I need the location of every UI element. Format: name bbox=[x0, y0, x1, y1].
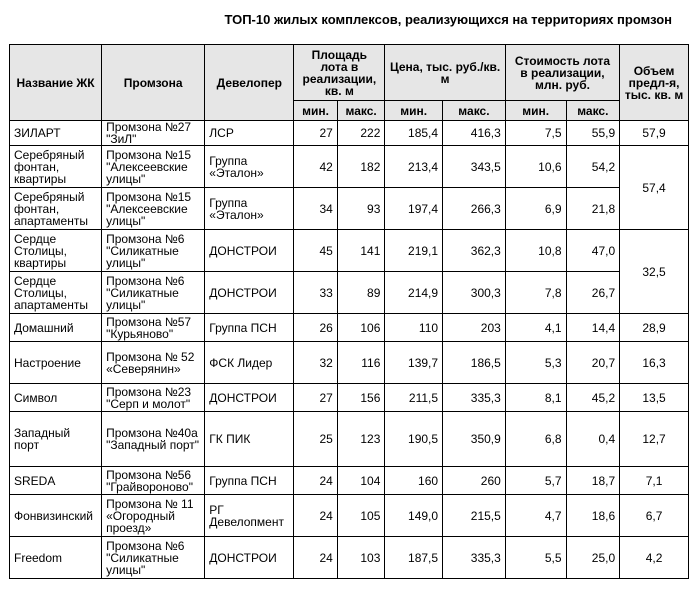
cell-cost-max: 47,0 bbox=[566, 230, 620, 272]
table-row bbox=[10, 272, 689, 314]
cell-volume: 13,5 bbox=[620, 384, 689, 412]
cell-volume: 57,4 bbox=[620, 146, 689, 230]
cell-developer: ГК ПИК bbox=[205, 412, 294, 467]
cell-cost-max: 21,8 bbox=[566, 188, 620, 230]
cell-developer: ДОНСТРОИ bbox=[205, 272, 294, 314]
cell-promzone: Промзона №56 "Грайвороново" bbox=[102, 467, 205, 495]
cell-area-min: 26 bbox=[294, 314, 338, 342]
header-price: Цена, тыс. руб./кв. м bbox=[385, 45, 505, 101]
cell-area-min: 25 bbox=[294, 412, 338, 467]
cell-price-min: 187,5 bbox=[385, 537, 443, 579]
cell-price-max: 335,3 bbox=[443, 384, 506, 412]
header-promzone: Промзона bbox=[102, 45, 205, 121]
cell-cost-min: 6,8 bbox=[505, 412, 566, 467]
cell-price-min: 190,5 bbox=[385, 412, 443, 467]
cell-price-max: 362,3 bbox=[443, 230, 506, 272]
cell-volume: 4,2 bbox=[620, 537, 689, 579]
cell-cost-max: 14,4 bbox=[566, 314, 620, 342]
table-title: ТОП-10 жилых комплексов, реализующихся на территориях промзон bbox=[224, 12, 672, 27]
cell-price-max: 203 bbox=[443, 314, 506, 342]
cell-name: SREDA bbox=[10, 467, 102, 495]
table-row bbox=[10, 146, 689, 188]
cell-promzone: Промзона №57 "Курьяново" bbox=[102, 314, 205, 342]
cell-area-max: 141 bbox=[337, 230, 385, 272]
header-price-max: макс. bbox=[443, 101, 506, 121]
table-row bbox=[10, 412, 689, 467]
cell-volume: 16,3 bbox=[620, 342, 689, 384]
cell-area-max: 156 bbox=[337, 384, 385, 412]
cell-price-min: 139,7 bbox=[385, 342, 443, 384]
cell-name: Серебряный фонтан, квартиры bbox=[10, 146, 102, 188]
cell-cost-min: 8,1 bbox=[505, 384, 566, 412]
table-row bbox=[10, 384, 689, 412]
cell-area-min: 24 bbox=[294, 467, 338, 495]
cell-area-min: 45 bbox=[294, 230, 338, 272]
header-area-min: мин. bbox=[294, 101, 338, 121]
header-price-min: мин. bbox=[385, 101, 443, 121]
header-developer: Девелопер bbox=[205, 45, 294, 121]
cell-developer: Группа ПСН bbox=[205, 467, 294, 495]
cell-area-max: 106 bbox=[337, 314, 385, 342]
cell-promzone: Промзона № 11 «Огородный проезд» bbox=[102, 495, 205, 537]
cell-developer: Группа «Эталон» bbox=[205, 188, 294, 230]
cell-promzone: Промзона №6 "Силикатные улицы" bbox=[102, 537, 205, 579]
cell-cost-max: 18,7 bbox=[566, 467, 620, 495]
cell-area-max: 103 bbox=[337, 537, 385, 579]
cell-promzone: Промзона №15 "Алексеевские улицы" bbox=[102, 188, 205, 230]
cell-name: Сердце Столицы, квартиры bbox=[10, 230, 102, 272]
table-row bbox=[10, 314, 689, 342]
cell-price-min: 149,0 bbox=[385, 495, 443, 537]
cell-cost-min: 7,5 bbox=[505, 121, 566, 146]
data-table bbox=[9, 44, 689, 579]
cell-volume: 7,1 bbox=[620, 467, 689, 495]
cell-area-max: 123 bbox=[337, 412, 385, 467]
cell-volume: 12,7 bbox=[620, 412, 689, 467]
cell-cost-min: 5,3 bbox=[505, 342, 566, 384]
cell-developer: ЛСР bbox=[205, 121, 294, 146]
cell-volume: 57,9 bbox=[620, 121, 689, 146]
cell-cost-min: 6,9 bbox=[505, 188, 566, 230]
cell-price-max: 266,3 bbox=[443, 188, 506, 230]
table-row bbox=[10, 188, 689, 230]
cell-name: Freedom bbox=[10, 537, 102, 579]
cell-price-max: 350,9 bbox=[443, 412, 506, 467]
table-row bbox=[10, 537, 689, 579]
cell-price-max: 343,5 bbox=[443, 146, 506, 188]
cell-developer: ДОНСТРОИ bbox=[205, 537, 294, 579]
cell-developer: ДОНСТРОИ bbox=[205, 384, 294, 412]
cell-area-min: 24 bbox=[294, 495, 338, 537]
cell-price-min: 211,5 bbox=[385, 384, 443, 412]
header-area-max: макс. bbox=[337, 101, 385, 121]
table-row bbox=[10, 467, 689, 495]
cell-promzone: Промзона №6 "Силикатные улицы" bbox=[102, 272, 205, 314]
cell-name: Серебряный фонтан, апартаменты bbox=[10, 188, 102, 230]
cell-name: Символ bbox=[10, 384, 102, 412]
cell-name: Западный порт bbox=[10, 412, 102, 467]
cell-name: ЗИЛАРТ bbox=[10, 121, 102, 146]
cell-name: Домашний bbox=[10, 314, 102, 342]
cell-promzone: Промзона №27 "ЗиЛ" bbox=[102, 121, 205, 146]
cell-price-max: 186,5 bbox=[443, 342, 506, 384]
cell-price-max: 260 bbox=[443, 467, 506, 495]
cell-cost-min: 7,8 bbox=[505, 272, 566, 314]
cell-cost-max: 20,7 bbox=[566, 342, 620, 384]
cell-area-min: 27 bbox=[294, 384, 338, 412]
cell-price-min: 110 bbox=[385, 314, 443, 342]
cell-developer: Группа ПСН bbox=[205, 314, 294, 342]
cell-promzone: Промзона №6 "Силикатные улицы" bbox=[102, 230, 205, 272]
cell-cost-min: 4,1 bbox=[505, 314, 566, 342]
cell-cost-max: 26,7 bbox=[566, 272, 620, 314]
cell-cost-min: 5,5 bbox=[505, 537, 566, 579]
cell-area-min: 32 bbox=[294, 342, 338, 384]
cell-cost-max: 54,2 bbox=[566, 146, 620, 188]
cell-cost-max: 55,9 bbox=[566, 121, 620, 146]
cell-area-min: 42 bbox=[294, 146, 338, 188]
table-row bbox=[10, 342, 689, 384]
cell-price-min: 197,4 bbox=[385, 188, 443, 230]
cell-area-max: 222 bbox=[337, 121, 385, 146]
cell-price-max: 300,3 bbox=[443, 272, 506, 314]
cell-cost-max: 18,6 bbox=[566, 495, 620, 537]
cell-price-min: 185,4 bbox=[385, 121, 443, 146]
cell-price-min: 219,1 bbox=[385, 230, 443, 272]
cell-area-max: 93 bbox=[337, 188, 385, 230]
header-name: Название ЖК bbox=[10, 45, 102, 121]
cell-price-max: 416,3 bbox=[443, 121, 506, 146]
header-cost: Стоимость лота в реализации, млн. руб. bbox=[505, 45, 619, 101]
table-row bbox=[10, 495, 689, 537]
cell-area-min: 27 bbox=[294, 121, 338, 146]
cell-volume: 32,5 bbox=[620, 230, 689, 314]
cell-promzone: Промзона №15 "Алексеевские улицы" bbox=[102, 146, 205, 188]
cell-developer: Группа «Эталон» bbox=[205, 146, 294, 188]
cell-volume: 28,9 bbox=[620, 314, 689, 342]
cell-name: Фонвизинский bbox=[10, 495, 102, 537]
cell-developer: ДОНСТРОИ bbox=[205, 230, 294, 272]
cell-cost-min: 4,7 bbox=[505, 495, 566, 537]
cell-area-min: 33 bbox=[294, 272, 338, 314]
cell-area-max: 105 bbox=[337, 495, 385, 537]
cell-cost-max: 45,2 bbox=[566, 384, 620, 412]
cell-area-min: 34 bbox=[294, 188, 338, 230]
cell-area-max: 116 bbox=[337, 342, 385, 384]
cell-promzone: Промзона № 52 «Северянин» bbox=[102, 342, 205, 384]
cell-price-min: 214,9 bbox=[385, 272, 443, 314]
cell-promzone: Промзона №40а "Западный порт" bbox=[102, 412, 205, 467]
cell-cost-max: 0,4 bbox=[566, 412, 620, 467]
cell-promzone: Промзона №23 "Серп и молот" bbox=[102, 384, 205, 412]
cell-cost-max: 25,0 bbox=[566, 537, 620, 579]
table-row bbox=[10, 121, 689, 146]
cell-price-min: 160 bbox=[385, 467, 443, 495]
cell-area-min: 24 bbox=[294, 537, 338, 579]
header-area: Площадь лота в реализации, кв. м bbox=[294, 45, 385, 101]
header-cost-min: мин. bbox=[505, 101, 566, 121]
header-volume: Объем предл-я, тыс. кв. м bbox=[620, 45, 689, 121]
cell-cost-min: 5,7 bbox=[505, 467, 566, 495]
cell-price-max: 335,3 bbox=[443, 537, 506, 579]
cell-cost-min: 10,8 bbox=[505, 230, 566, 272]
cell-price-min: 213,4 bbox=[385, 146, 443, 188]
cell-cost-min: 10,6 bbox=[505, 146, 566, 188]
cell-developer: РГ Девелопмент bbox=[205, 495, 294, 537]
cell-name: Настроение bbox=[10, 342, 102, 384]
cell-area-max: 89 bbox=[337, 272, 385, 314]
cell-name: Сердце Столицы, апартаменты bbox=[10, 272, 102, 314]
cell-area-max: 104 bbox=[337, 467, 385, 495]
header-cost-max: макс. bbox=[566, 101, 620, 121]
cell-area-max: 182 bbox=[337, 146, 385, 188]
cell-volume: 6,7 bbox=[620, 495, 689, 537]
cell-price-max: 215,5 bbox=[443, 495, 506, 537]
table-row bbox=[10, 230, 689, 272]
cell-developer: ФСК Лидер bbox=[205, 342, 294, 384]
